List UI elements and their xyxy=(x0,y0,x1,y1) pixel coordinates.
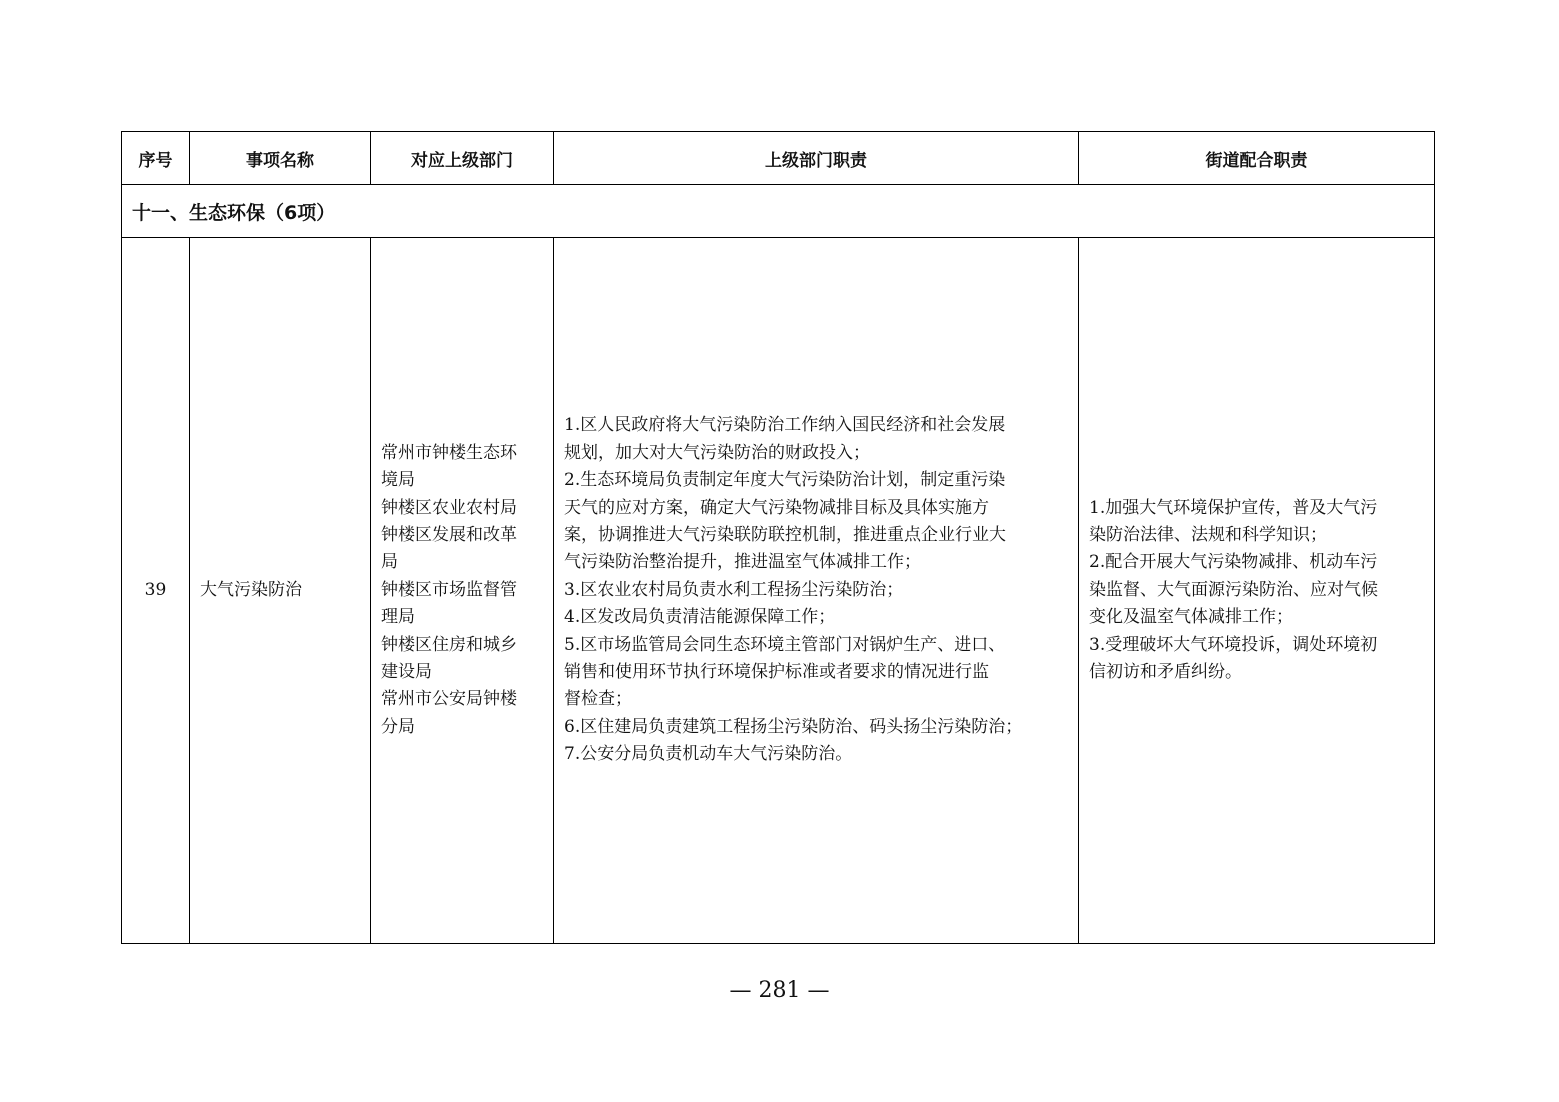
row-departments xyxy=(371,238,554,944)
duty-line: 7.公安分局负责机动车大气污染防治。 xyxy=(564,744,853,765)
duty-line: 3.区农业农村局负责水利工程扬尘污染防治； xyxy=(564,579,904,600)
street-duty-line: 染防治法律、法规和科学知识； xyxy=(1089,524,1327,545)
street-duty-line: 2.配合开展大气污染物减排、机动车污 xyxy=(1089,552,1378,573)
department-line: 境局 xyxy=(381,470,415,491)
row-street-duties xyxy=(1079,238,1435,944)
department-line: 理局 xyxy=(381,607,415,628)
duty-line: 1.区人民政府将大气污染防治工作纳入国民经济和社会发展 xyxy=(564,415,1006,436)
header-superior-department: 对应上级部门 xyxy=(371,132,554,185)
duty-line: 案，协调推进大气污染联防联控机制，推进重点企业行业大 xyxy=(564,524,1006,545)
street-duty-line: 变化及温室气体减排工作； xyxy=(1089,607,1293,628)
duty-line: 销售和使用环节执行环境保护标准或者要求的情况进行监 xyxy=(564,662,989,683)
street-duty-line: 1.加强大气环境保护宣传，普及大气污 xyxy=(1089,497,1378,518)
duty-line: 2.生态环境局负责制定年度大气污染防治计划，制定重污染 xyxy=(564,470,1006,491)
table-row xyxy=(122,238,1435,944)
duty-line: 天气的应对方案，确定大气污染物减排目标及具体实施方 xyxy=(564,497,989,518)
section-row xyxy=(122,185,1435,238)
duty-line: 4.区发改局负责清洁能源保障工作； xyxy=(564,607,836,628)
department-line: 钟楼区市场监督管 xyxy=(381,579,517,600)
department-line: 分局 xyxy=(381,716,415,737)
header-no: 序号 xyxy=(122,132,190,185)
duty-line: 督检查； xyxy=(564,689,632,710)
department-line: 建设局 xyxy=(381,662,432,683)
duty-line: 规划，加大对大气污染防治的财政投入； xyxy=(564,442,870,463)
row-superior-duties xyxy=(554,238,1079,944)
section-title: 十一、生态环保（6项） xyxy=(122,185,1435,238)
department-line: 钟楼区农业农村局 xyxy=(381,497,517,518)
page-number: — 281 — xyxy=(729,978,830,1003)
department-line: 常州市钟楼生态环 xyxy=(381,442,517,463)
duty-line: 6.区住建局负责建筑工程扬尘污染防治、码头扬尘污染防治； xyxy=(564,716,1023,737)
street-duty-line: 信初访和矛盾纠纷。 xyxy=(1089,662,1242,683)
department-line: 局 xyxy=(381,552,398,573)
street-duty-line: 3.受理破坏大气环境投诉，调处环境初 xyxy=(1089,634,1378,655)
department-line: 钟楼区发展和改革 xyxy=(381,524,517,545)
department-line: 钟楼区住房和城乡 xyxy=(381,634,517,655)
row-no: 39 xyxy=(122,238,190,944)
header-street-duties: 街道配合职责 xyxy=(1079,132,1435,185)
duty-line: 5.区市场监管局会同生态环境主管部门对锅炉生产、进口、 xyxy=(564,634,1006,655)
row-item-name: 大气污染防治 xyxy=(190,238,371,944)
department-line: 常州市公安局钟楼 xyxy=(381,689,517,710)
responsibility-table xyxy=(121,131,1435,944)
street-duty-line: 染监督、大气面源污染防治、应对气候 xyxy=(1089,579,1378,600)
header-superior-duties: 上级部门职责 xyxy=(554,132,1079,185)
header-item-name: 事项名称 xyxy=(190,132,371,185)
header-row xyxy=(122,132,1435,185)
duty-line: 气污染防治整治提升，推进温室气体减排工作； xyxy=(564,552,921,573)
